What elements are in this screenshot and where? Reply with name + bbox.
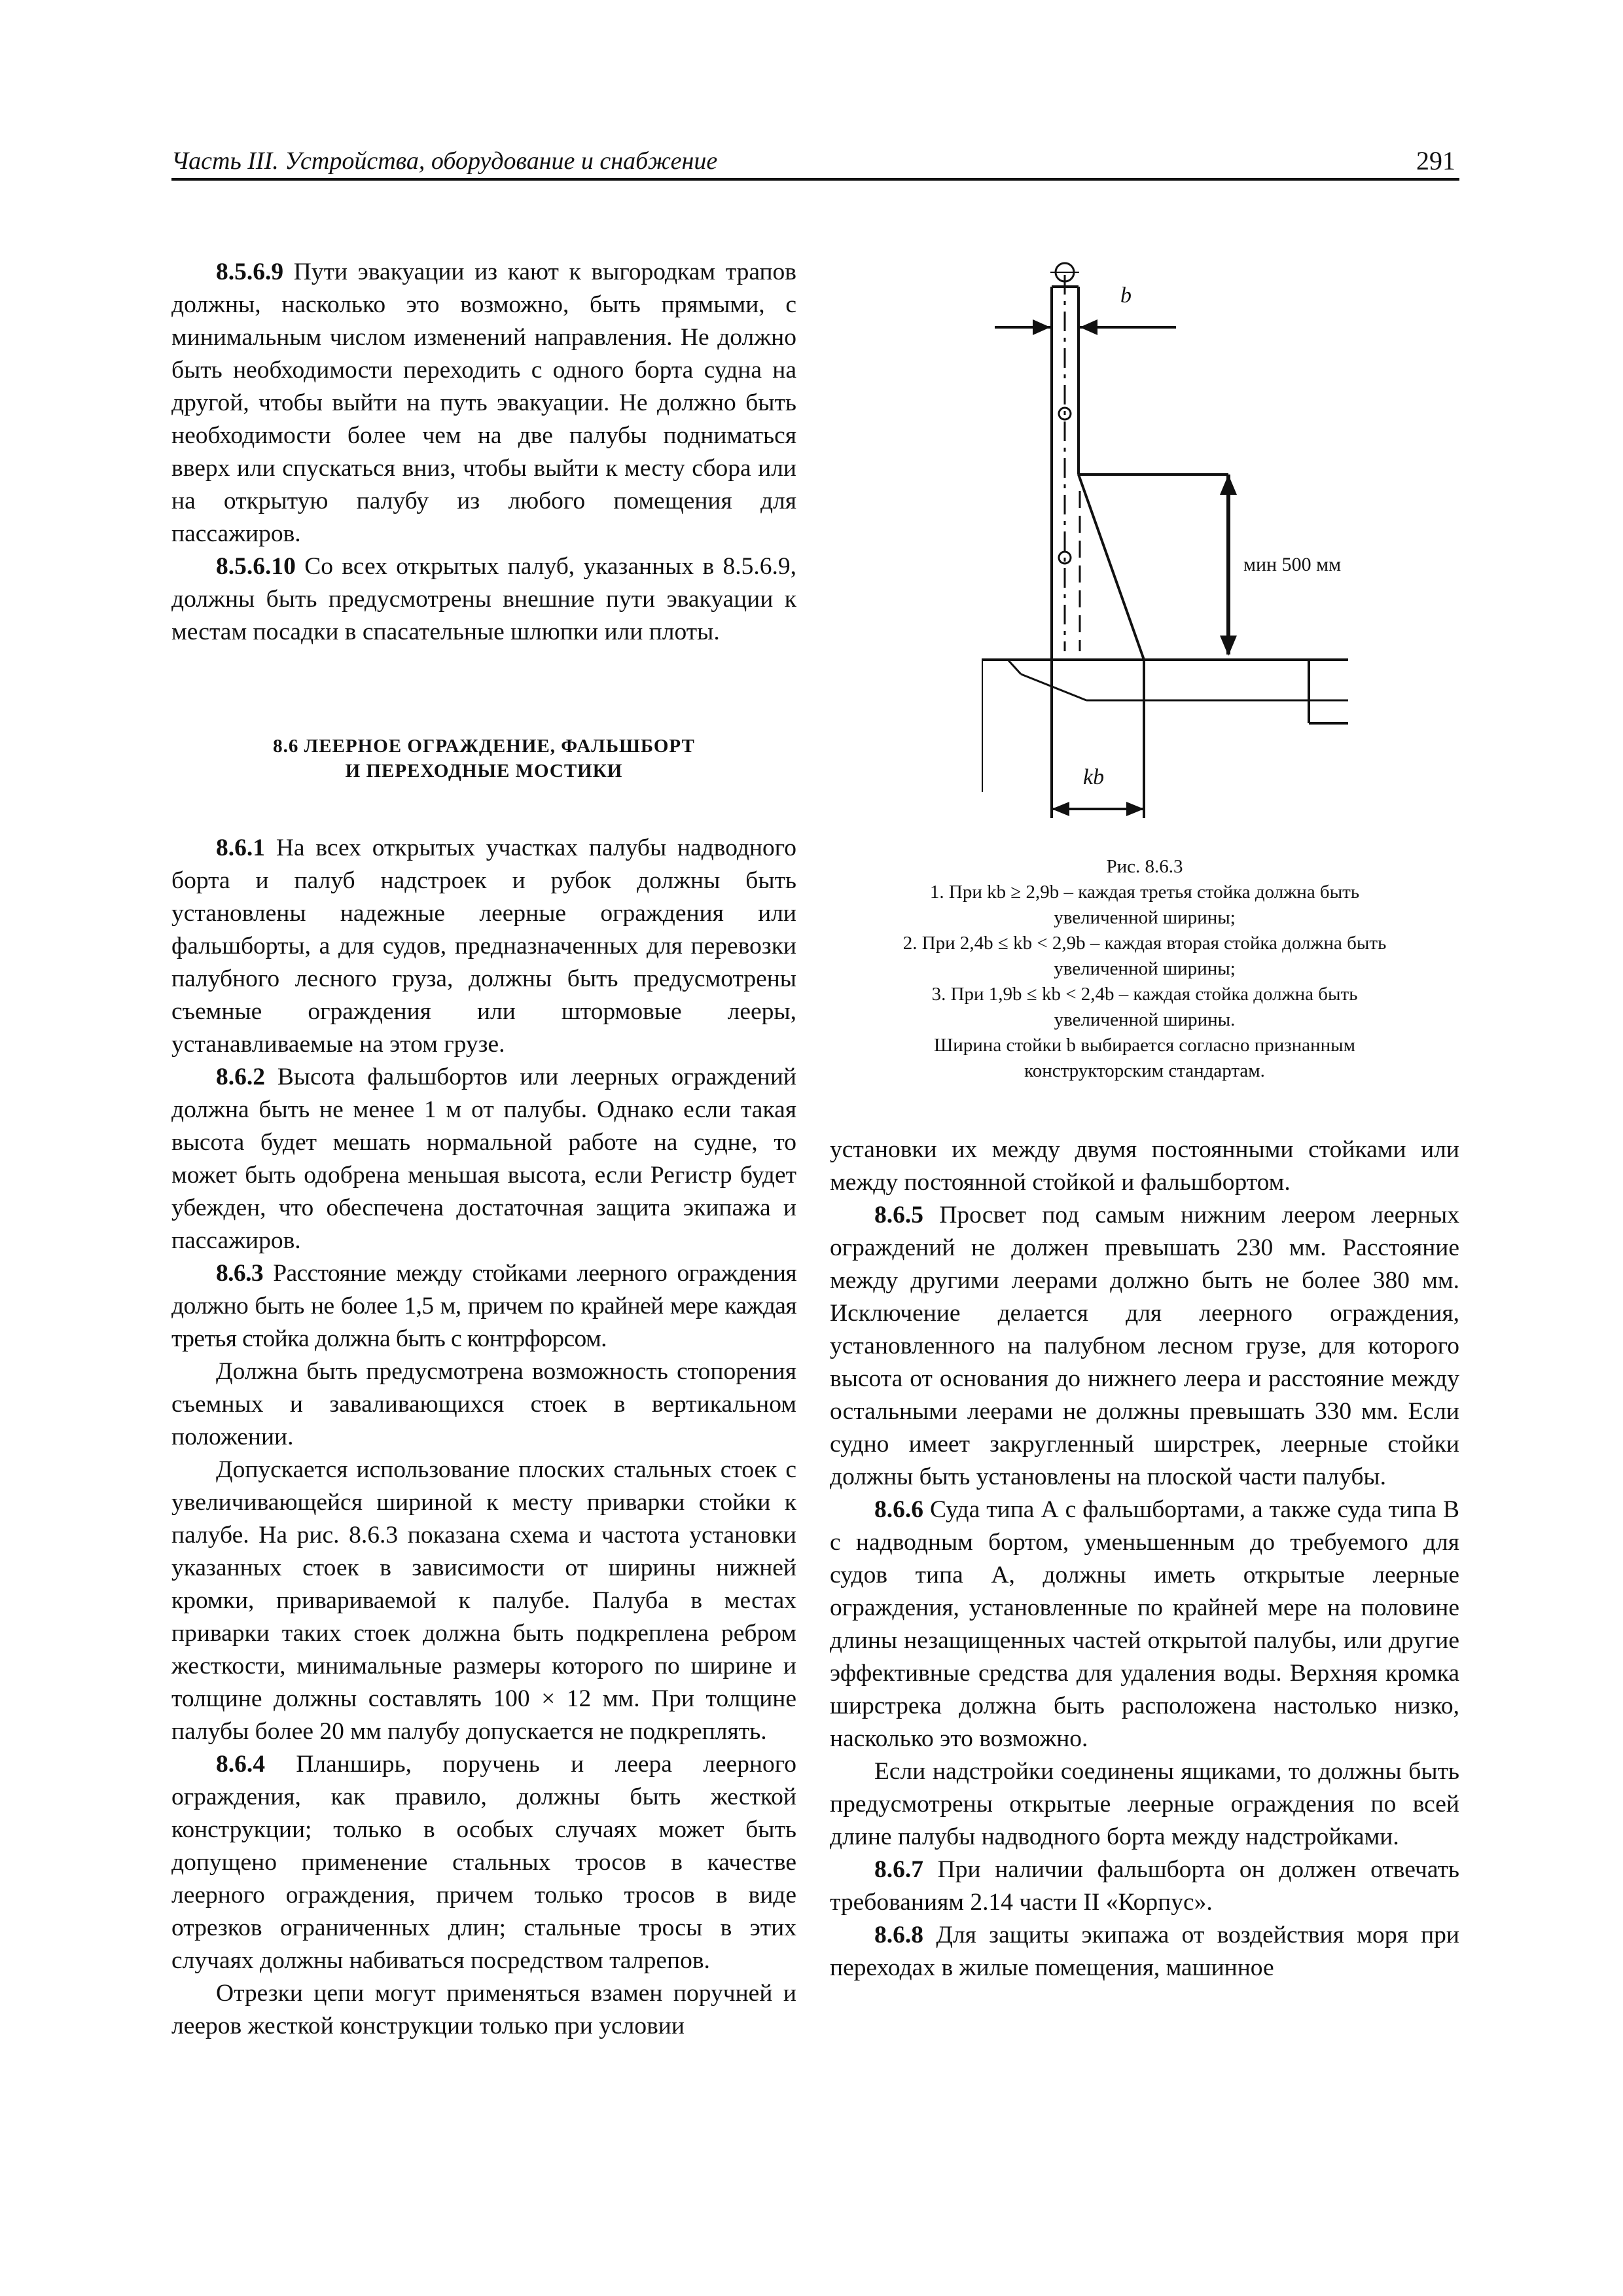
paragraph-8-6-6-b: Если надстройки соединены ящиками, то должны быть предусмотрены открытые леерные ограждения по всей длине палубы надводного борта между надстройками. <box>830 1758 1459 1850</box>
caption-line-3: 3. При 1,9b ≤ kb < 2,4b – каждая стойка должна быть <box>931 984 1358 1005</box>
paragraph-8-6-3-b: Должна быть предусмотрена возможность стопорения съемных и заваливающихся стоек в вертикальном положении. <box>171 1358 796 1450</box>
page-number: 291 <box>1416 146 1455 175</box>
caption-line-4b: конструкторским стандартам. <box>1024 1060 1265 1081</box>
b-label: b <box>1120 283 1132 308</box>
paragraph-8-6-3 <box>171 1257 796 1355</box>
paragraph-text: Со всех открытых палуб, указанных в 8.5.6.9, должны быть предусмотрены внешние пути эвакуации к местам посадки в спасательные шлюпки или плоты. <box>171 553 796 645</box>
kb-arrow-left <box>1052 802 1069 816</box>
caption-title: Рис. 8.6.3 <box>1106 856 1183 877</box>
caption-line-4: Ширина стойки b выбирается согласно признанным <box>934 1035 1355 1056</box>
paragraph-8-6-7 <box>830 1854 1459 1919</box>
paragraph-text: Пути эвакуации из кают к выгородкам трапов должны, насколько это возможно, быть прямыми, с минимальным числом изменений направления. Не должно быть необходимости переходить с одного борта судна на другой, чтобы выйти на путь эвакуации. Не должно быть необходимости более чем на две палубы подниматься вверх или спускаться вниз, чтобы выйти к месту сбора или на открытую палубу из любого помещения для пассажиров. <box>171 259 797 547</box>
figure-8-6-3 <box>982 255 1387 831</box>
paragraph-8-5-6-9 <box>171 256 796 550</box>
clause-number: 8.5.6.10 <box>216 553 296 580</box>
kb-arrow-right <box>1126 802 1144 816</box>
stiffener-outline <box>1021 674 1086 700</box>
clause-number: 8.6.5 <box>874 1202 923 1229</box>
height-arrow-bottom <box>1220 636 1237 656</box>
paragraph-text: Планширь, поручень и леера леерного ограждения, как правило, должны быть жесткой конструкции; только в особых случаях может быть допущено применение стальных тросов в качестве леерного ограждения, причем только тросов в виде отрезков ограниченных длин; стальные тросы в этих случаях должны набиваться посредством талрепов. <box>171 1751 796 1974</box>
b-arrow-left <box>1033 319 1050 335</box>
running-head-title: Часть III. Устройства, оборудование и снабжение <box>171 147 718 175</box>
stanchion-taper-edge <box>1079 475 1144 660</box>
paragraph-continued: установки их между двумя постоянными стойками или между постоянной стойкой и фальшбортом. <box>830 1136 1459 1196</box>
paragraph-8-6-2 <box>171 1061 796 1257</box>
caption-line-2b: увеличенной ширины; <box>1054 958 1236 979</box>
caption-line-1: 1. При kb ≥ 2,9b – каждая третья стойка должна быть <box>929 882 1360 903</box>
min-height-label: мин 500 мм <box>1243 554 1342 575</box>
left-column <box>171 256 796 2043</box>
paragraph-8-6-4-b: Отрезки цепи могут применяться взамен поручней и лееров жесткой конструкции только при условии <box>171 1980 796 2039</box>
clause-number: 8.6.2 <box>216 1064 265 1090</box>
header-rule <box>171 178 1459 181</box>
section-heading <box>171 734 796 783</box>
height-arrow-top <box>1220 475 1237 495</box>
paragraph-text: Просвет под самым нижним леером леерных ограждений не должен превышать 230 мм. Расстояние между другими леерами должно быть не более 380 мм. Исключение делается для леерного ограждения, установленного на палубном лесном грузе, для которого высота от основания до нижнего леера и расстояние между остальными леерами не должны превышать 330 мм. Если судно имеет закругленный ширстрек, леерные стойки должны быть установлены на плоской части палубы. <box>830 1202 1459 1490</box>
paragraph-8-6-6 <box>830 1494 1459 1755</box>
clause-number: 8.6.1 <box>216 834 265 861</box>
paragraph-text: Суда типа А с фальшбортами, а также суда типа В с надводным бортом, уменьшенным до требуемого для судов типа А, должны иметь открытые леерные ограждения, установленные по крайней мере на половине длины незащищенных частей открытой палубы, или другие эффективные средства для удаления воды. Верхняя кромка ширстрека должна быть расположена настолько низко, насколько это возможно. <box>830 1496 1460 1752</box>
paragraph-8-6-1 <box>171 832 796 1061</box>
caption-line-3b: увеличенной ширины. <box>1054 1009 1236 1030</box>
caption-line-1b: увеличенной ширины; <box>1054 907 1236 928</box>
paragraph-text: Для защиты экипажа от воздействия моря при переходах в жилые помещения, машинное <box>830 1922 1459 1981</box>
clause-number: 8.6.3 <box>216 1260 264 1287</box>
clause-number: 8.6.6 <box>874 1496 923 1523</box>
right-column <box>830 1134 1459 1984</box>
clause-number: 8.6.8 <box>874 1922 923 1948</box>
paragraph-8-5-6-10 <box>171 550 796 649</box>
clause-number: 8.6.4 <box>216 1751 265 1778</box>
caption-line-2: 2. При 2,4b ≤ kb < 2,9b – каждая вторая стойка должна быть <box>902 933 1387 954</box>
paragraph-8-6-5 <box>830 1199 1459 1494</box>
kb-label: kb <box>1083 765 1105 789</box>
clause-number: 8.5.6.9 <box>216 259 284 285</box>
paragraph-text: Расстояние между стойками леерного ограждения должно быть не более 1,5 м, причем по крайней мере каждая третья стойка должна быть с контрфорсом. <box>171 1260 797 1352</box>
paragraph-8-6-3-c: Допускается использование плоских стальных стоек с увеличивающейся шириной к месту приварки стойки к палубе. На рис. 8.6.3 показана схема и частота установки указанных стоек в зависимости от ширины нижней кромки, привариваемой к палубе. Палуба в местах приварки таких стоек должна быть подкреплена ребром жесткости, минимальные размеры которого по ширине и толщине должны составлять 100 × 12 мм. При толщине палубы более 20 мм палубу допускается не подкреплять. <box>171 1456 796 1745</box>
paragraph-text: Высота фальшбортов или леерных ограждений должна быть не менее 1 м от палубы. Однако если такая высота будет мешать нормальной работе на судне, то может быть одобрена меньшая высота, если Регистр будет убежден, что обеспечена достаточная защита экипажа и пассажиров. <box>171 1064 796 1254</box>
railing-stanchion-diagram <box>982 255 1387 831</box>
clause-number: 8.6.7 <box>874 1856 923 1883</box>
section-heading-line-1: 8.6 ЛЕЕРНОЕ ОГРАЖДЕНИЕ, ФАЛЬШБОРТ <box>273 736 695 757</box>
running-head <box>171 145 1459 177</box>
paragraph-text: При наличии фальшборта он должен отвечать требованиям 2.14 части II «Корпус». <box>830 1856 1460 1916</box>
figure-caption <box>830 854 1459 1084</box>
b-arrow-right <box>1080 319 1097 335</box>
paragraph-8-6-4 <box>171 1748 796 1977</box>
paragraph-text: На всех открытых участках палубы надводного борта и палуб надстроек и рубок должны быть установлены надежные леерные ограждения или фальшборты, а для судов, предназначенных для перевозки палубного лесного груза, должны быть предусмотрены съемные ограждения или штормовые лееры, устанавливаемые на этом грузе. <box>171 834 797 1058</box>
paragraph-8-6-8 <box>830 1919 1459 1984</box>
section-heading-line-2: И ПЕРЕХОДНЫЕ МОСТИКИ <box>345 761 623 781</box>
